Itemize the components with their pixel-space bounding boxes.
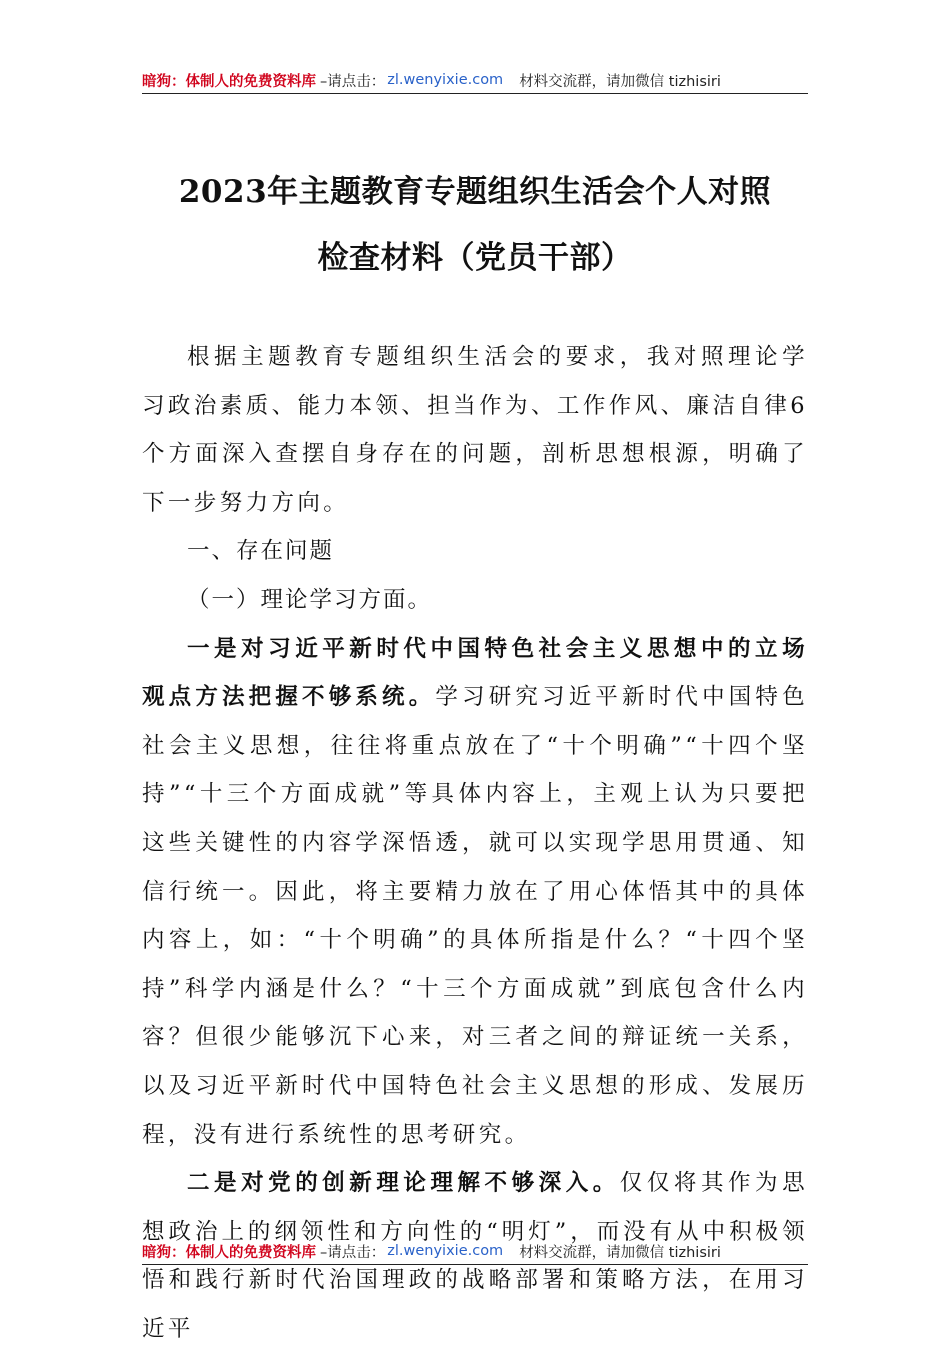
point-two-lead: 二是对党的创新理论理解不够深入。	[187, 1170, 620, 1197]
footer-banner-prompt: –请点击：	[320, 1244, 386, 1261]
header-banner-link[interactable]: zl.wenyixie.com	[387, 72, 504, 88]
footer-banner-wechat-note: 材料交流群，请加微信 tizhisiri	[519, 1244, 721, 1261]
point-one-paragraph	[142, 625, 808, 1160]
document-title-line-2: 检查材料（党员干部）	[317, 240, 633, 276]
footer-banner	[142, 1238, 808, 1265]
footer-banner-link[interactable]: zl.wenyixie.com	[387, 1243, 504, 1259]
header-banner-wechat-note: 材料交流群，请加微信 tizhisiri	[519, 73, 721, 90]
header-banner-prompt: –请点击：	[320, 73, 386, 90]
point-two-text: 仅仅将其作为思想政治上的纲领性和方向性的“明灯”，而没有从中积极领悟和践行新时代治国理政的战略部署和策略方法，在用习近平	[142, 1170, 808, 1342]
document-body	[142, 333, 808, 1353]
subsection-heading-theory: （一）理论学习方面。	[187, 586, 433, 613]
footer-banner-site-name: 暗狗：体制人的免费资料库	[142, 1244, 316, 1261]
header-banner-site-name: 暗狗：体制人的免费资料库	[142, 73, 316, 90]
intro-paragraph: 根据主题教育专题组织生活会的要求，我对照理论学习政治素质、能力本领、担当作为、工作作风、廉洁自律6个方面深入查摆自身存在的问题，剖析思想根源，明确了下一步努力方向。	[142, 344, 808, 516]
point-one-text: 学习研究习近平新时代中国特色社会主义思想，往往将重点放在了“十个明确”“十四个坚持”“十三个方面成就”等具体内容上，主观上认为只要把这些关键性的内容学深悟透，就可以实现学思用贯通、知信行统一。因此，将主要精力放在了用心体悟其中的具体内容上，如：“十个明确”的具体所指是什么？“十四个坚持”科学内涵是什么？“十三个方面成就”到底包含什么内容？但很少能够沉下心来，对三者之间的辩证统一关系，以及习近平新时代中国特色社会主义思想的形成、发展历程，没有进行系统性的思考研究。	[142, 684, 808, 1148]
point-one-lead: 一是对习近平新时代中国特色社会主义思想中的立场观点方法把握不够系统。	[142, 635, 808, 711]
section-heading-problems: 一、存在问题	[187, 538, 335, 565]
document-title-line-1: 2023年主题教育专题组织生活会个人对照	[178, 174, 772, 210]
header-banner	[142, 67, 808, 94]
